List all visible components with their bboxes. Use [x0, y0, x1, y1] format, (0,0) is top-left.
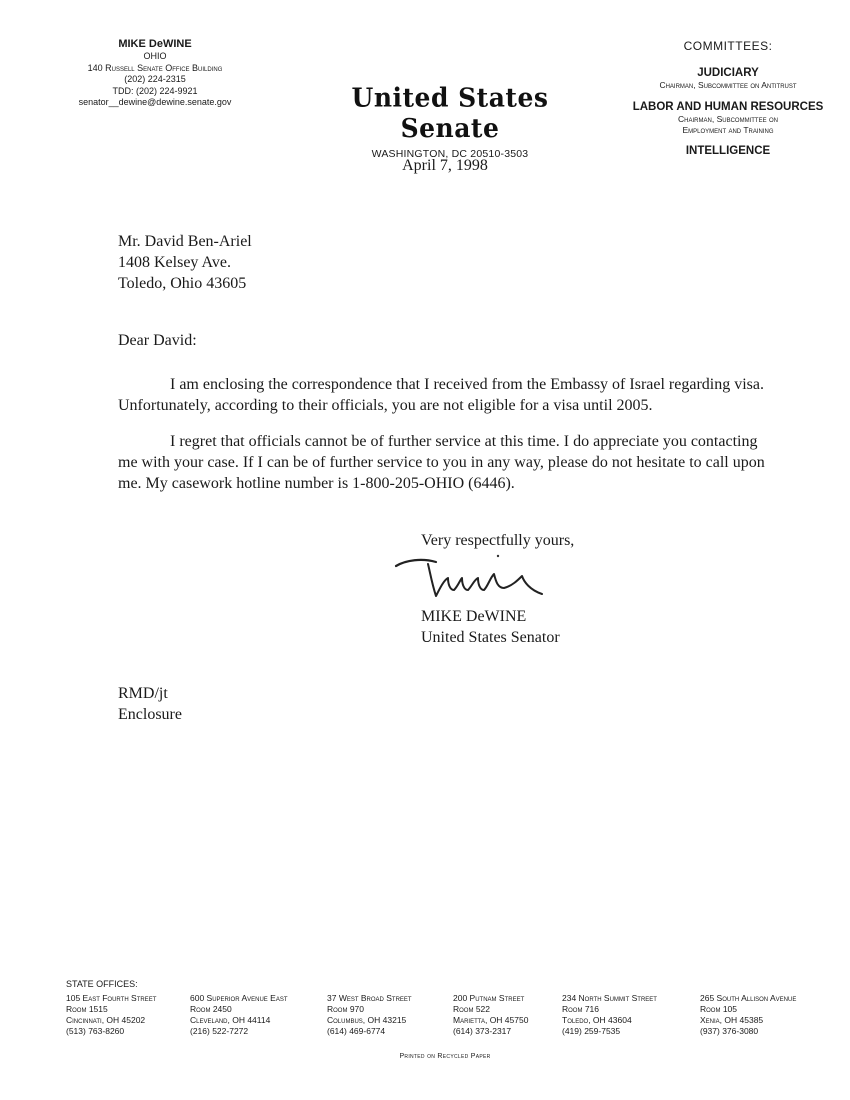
sender-block	[60, 38, 250, 109]
office-city: Cincinnati, OH 45202	[66, 1015, 146, 1025]
senate-title: United States Senate	[351, 82, 549, 144]
office-xenia	[700, 993, 796, 1037]
office-room: Room 716	[562, 1004, 600, 1014]
recycled-paper-note: Printed on Recycled Paper	[399, 1053, 491, 1060]
committees-heading: COMMITTEES:	[683, 39, 773, 53]
body-paragraph: I regret that officials cannot be of further service at this time. I do appreciate you contacting me with your case. If I can be of further service to you in any way, please do not hesitate to call upon me. My casework hotline number is 1-800-205-OHIO (6446).	[118, 433, 765, 492]
signer-block	[421, 606, 560, 648]
sender-address: 140 Russell Senate Office Building	[87, 62, 223, 73]
enclosure-note: Enclosure	[118, 706, 182, 723]
committee-judiciary-role: Chairman, Subcommittee on Antitrust	[659, 80, 797, 90]
office-phone: (216) 522-7272	[190, 1026, 249, 1036]
signer-title: United States Senator	[421, 629, 560, 646]
signer-name: MIKE DeWINE	[421, 608, 527, 625]
sender-state: OHIO	[143, 51, 167, 61]
body-paragraph: I am enclosing the correspondence that I received from the Embassy of Israel regarding visa. Unfortunately, according to their officials, you are not eligible for a visa until 2005.	[118, 376, 764, 414]
office-cincinnati	[66, 993, 156, 1037]
office-columbus	[327, 993, 412, 1037]
office-room: Room 1515	[66, 1004, 108, 1014]
recipient-city: Toledo, Ohio 43605	[118, 275, 247, 292]
office-city: Xenia, OH 45385	[700, 1015, 764, 1025]
office-city: Marietta, OH 45750	[453, 1015, 529, 1025]
recipient-address	[118, 231, 252, 294]
office-street: 234 North Summit Street	[562, 993, 657, 1003]
sender-email: senator__dewine@dewine.senate.gov	[78, 97, 232, 107]
typist-initials: RMD/jt	[118, 685, 168, 702]
letterhead-masthead	[330, 84, 570, 160]
letter-date: April 7, 1998	[402, 157, 488, 174]
office-toledo	[562, 993, 657, 1037]
office-phone: (419) 259-7535	[562, 1026, 621, 1036]
signature	[392, 552, 552, 608]
sender-tdd: TDD: (202) 224-9921	[112, 85, 198, 96]
office-room: Room 522	[453, 1004, 491, 1014]
recipient-name: Mr. David Ben-Ariel	[118, 233, 252, 250]
committee-judiciary: JUDICIARY	[697, 67, 759, 79]
committee-labor-role-line2: Employment and Training	[682, 125, 774, 135]
office-street: 600 Superior Avenue East	[190, 993, 288, 1003]
committee-labor-role-line1: Chairman, Subcommittee on	[678, 114, 778, 124]
office-phone: (513) 763-8260	[66, 1026, 125, 1036]
state-offices-label: STATE OFFICES:	[66, 979, 138, 989]
office-cleveland	[190, 993, 287, 1037]
office-room: Room 2450	[190, 1004, 232, 1014]
closing: Very respectfully yours,	[421, 532, 575, 549]
committees-block	[618, 41, 838, 158]
sender-phone: (202) 224-2315	[124, 74, 186, 84]
salutation: Dear David:	[118, 332, 197, 349]
office-phone: (614) 469-6774	[327, 1026, 386, 1036]
recipient-street: 1408 Kelsey Ave.	[118, 254, 232, 271]
office-street: 200 Putnam Street	[453, 993, 525, 1003]
committee-labor: LABOR AND HUMAN RESOURCES	[632, 101, 824, 113]
senate-address: WASHINGTON, DC 20510-3503	[371, 148, 529, 160]
office-marietta	[453, 993, 528, 1037]
office-city: Columbus, OH 43215	[327, 1015, 407, 1025]
office-room: Room 105	[700, 1004, 738, 1014]
office-street: 105 East Fourth Street	[66, 993, 157, 1003]
office-city: Cleveland, OH 44114	[190, 1015, 271, 1025]
reference-initials	[118, 683, 182, 725]
office-phone: (614) 373-2317	[453, 1026, 512, 1036]
office-city: Toledo, OH 43604	[562, 1015, 632, 1025]
committee-intelligence: INTELLIGENCE	[685, 145, 771, 157]
office-street: 265 South Allison Avenue	[700, 993, 797, 1003]
office-phone: (937) 376-3080	[700, 1026, 759, 1036]
office-room: Room 970	[327, 1004, 365, 1014]
sender-name: MIKE DeWINE	[118, 38, 192, 50]
office-street: 37 West Broad Street	[327, 993, 412, 1003]
